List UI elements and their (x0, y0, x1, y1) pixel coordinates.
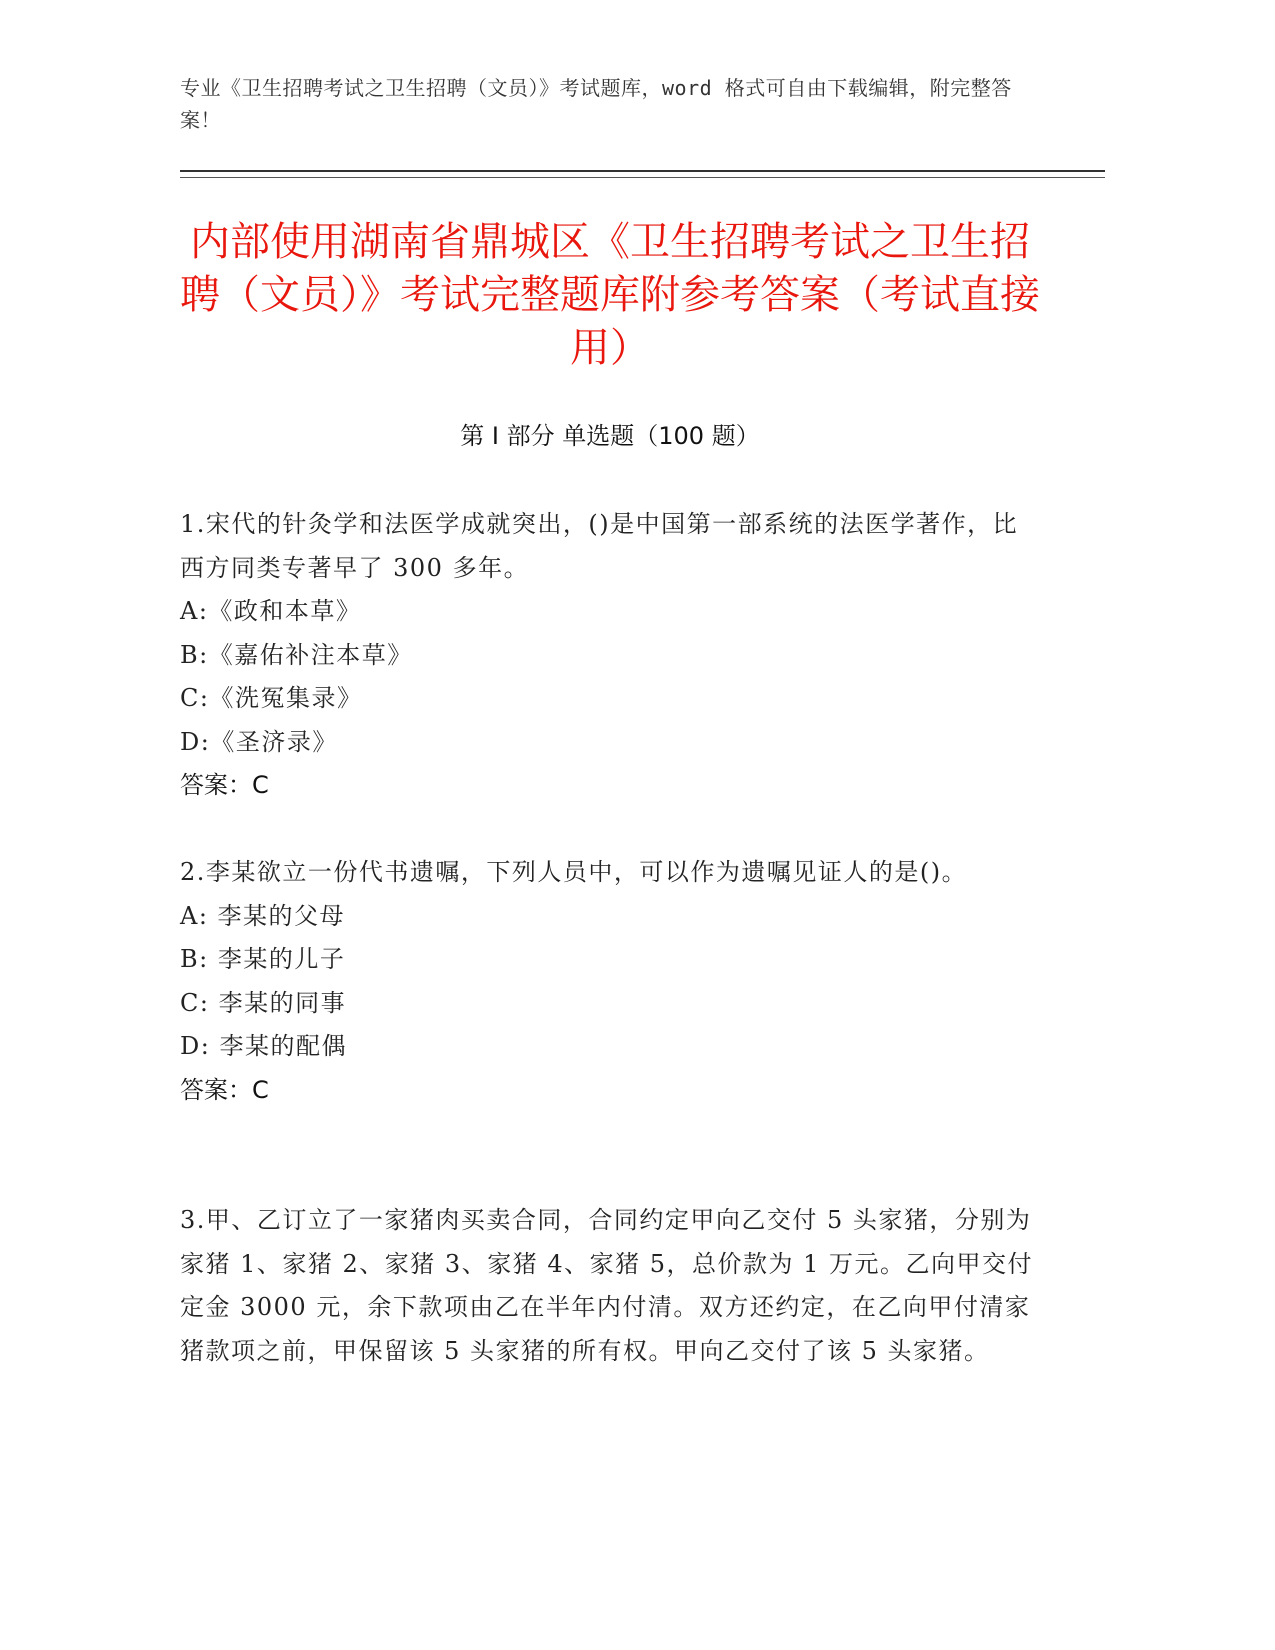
question-stem: 1.宋代的针灸学和法医学成就突出，()是中国第一部系统的法医学著作，比西方同类专著早了 300 多年。 (180, 510, 1019, 582)
option-c: C: 李某的同事 (180, 988, 347, 1017)
option-b: B:《嘉佑补注本草》 (180, 640, 413, 669)
question-2 (180, 851, 1040, 1112)
option-d: D:《圣济录》 (180, 727, 338, 756)
option-a: A: 李某的父母 (180, 901, 346, 930)
header-rule-thin (180, 177, 1105, 178)
question-stem: 3.甲、乙订立了一家猪肉买卖合同，合同约定甲向乙交付 5 头家猪，分别为家猪 1、家猪 2、家猪 3、家猪 4、家猪 5，总价款为 1 万元。乙向甲交付定金 3000 元，余下款项由乙在半年内付清。双方还约定，在乙向甲付清家猪款项之前，甲保留该 5 头家猪的所有权。甲向乙交付了该 5 头家猪。 (180, 1206, 1034, 1365)
option-b: B: 李某的儿子 (180, 945, 346, 973)
option-c: C:《洗冤集录》 (180, 684, 363, 712)
answer-line: 答案：C (180, 771, 269, 799)
question-stem: 2.李某欲立一份代书遗嘱，下列人员中，可以作为遗嘱见证人的是()。 (180, 858, 968, 886)
section-heading: 第 I 部分 单选题（100 题） (460, 422, 760, 450)
question-1 (180, 503, 1040, 808)
question-3 (180, 1199, 1040, 1373)
header-rule-thick (180, 170, 1105, 172)
option-d: D: 李某的配偶 (180, 1032, 347, 1060)
option-a: A:《政和本草》 (180, 597, 362, 625)
header-note: 专业《卫生招聘考试之卫生招聘（文员）》考试题库，word 格式可自由下载编辑，附完整答案！ (180, 76, 1012, 132)
document-title: 内部使用湖南省鼎城区《卫生招聘考试之卫生招聘（文员）》考试完整题库附参考答案（考试直接用） (180, 219, 1040, 371)
answer-line: 答案：C (180, 1075, 269, 1104)
